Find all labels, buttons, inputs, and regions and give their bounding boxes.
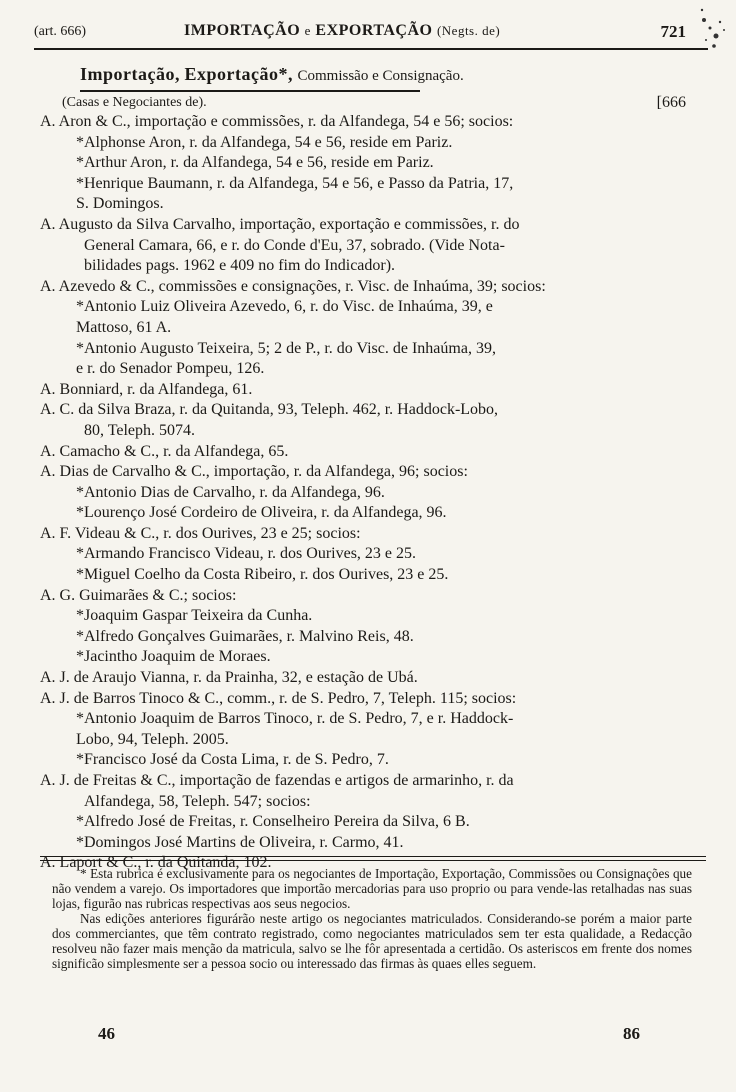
partner-line: *Alfredo José de Freitas, r. Conselheiro Pereira da Silva, 6 B.	[76, 813, 470, 831]
entry-list	[40, 112, 690, 874]
partner-line: e r. do Senador Pompeu, 126.	[76, 360, 265, 378]
directory-entry	[40, 689, 690, 771]
running-title	[184, 22, 500, 40]
partner-line: *Alfredo Gonçalves Guimarães, r. Malvino Reis, 48.	[76, 627, 414, 645]
directory-entry	[40, 215, 690, 277]
directory-entry	[40, 277, 690, 380]
section-title-a: Importação,	[80, 64, 180, 84]
partner-line: Lobo, 94, Teleph. 2005.	[76, 730, 229, 748]
entry-line: 80, Teleph. 5074.	[84, 421, 196, 439]
entry-line: General Camara, 66, e r. do Conde d'Eu, 37, sobrado. (Vide Nota-	[84, 236, 505, 254]
partner-line: *Miguel Coelho da Costa Ribeiro, r. dos Ourives, 23 e 25.	[76, 566, 449, 584]
article-range: [666	[656, 94, 686, 111]
partner-line: *Alphonse Aron, r. da Alfandega, 54 e 56, reside em Pariz.	[76, 133, 453, 151]
entry-line: A. F. Videau & C., r. dos Ourives, 23 e 25; socios:	[40, 524, 361, 542]
entry-line: A. G. Guimarães & C.; socios:	[40, 586, 237, 604]
partner-line: *Henrique Baumann, r. da Alfandega, 54 e 56, e Passo da Patria, 17,	[76, 174, 514, 192]
section-title	[80, 64, 464, 85]
partner-line: Mattoso, 61 A.	[76, 318, 172, 336]
footnote-paragraph-2: Nas edições anteriores figurárão neste artigo os negociantes matriculados. Considerando-se porém a maior parte dos commerciantes, que têm contrato registrado, como negociantes matriculados sem ter esta qualidade, a Redacção resolveu não fazer mais menção da matricula, salvo se lhe fôr apresentada a certidão. Os asteriscos em frente dos nomes significão simplesmente ser a pessoa socio ou interessado das firmas às quaes elles seguem.	[52, 911, 692, 971]
signature-mark-left: 46	[98, 1024, 115, 1043]
entry-line: bilidades pags. 1962 e 409 no fim do Indicador).	[84, 257, 396, 275]
partner-line: *Francisco José da Costa Lima, r. de S. Pedro, 7.	[76, 751, 389, 769]
section-note: (Casas e Negociantes de).	[62, 95, 207, 110]
directory-entry	[40, 400, 690, 441]
running-title-e: e	[304, 23, 311, 38]
header-rule	[34, 48, 708, 50]
entry-line: A. Azevedo & C., commissões e consignações, r. Visc. de Inhaúma, 39; socios:	[40, 277, 546, 295]
running-title-b: EXPORTAÇÃO	[315, 22, 433, 39]
directory-entry	[40, 668, 690, 689]
signature-mark-right: 86	[623, 1024, 640, 1043]
footnote-rule-thin	[40, 860, 706, 861]
entry-line: A. Dias de Carvalho & C., importação, r. da Alfandega, 96; socios:	[40, 463, 468, 481]
entry-line: A. Aron & C., importação e commissões, r. da Alfandega, 54 e 56; socios:	[40, 113, 514, 130]
partner-line: *Arthur Aron, r. da Alfandega, 54 e 56, reside em Pariz.	[76, 154, 434, 172]
partner-line: *Jacintho Joaquim de Moraes.	[76, 648, 271, 666]
partner-line: *Domingos José Martins de Oliveira, r. Carmo, 41.	[76, 833, 404, 851]
footnote-rule	[40, 856, 706, 857]
entry-line: A. J. de Araujo Vianna, r. da Prainha, 32, e estação de Ubá.	[40, 669, 418, 687]
entry-line: A. C. da Silva Braza, r. da Quitanda, 93, Teleph. 462, r. Haddock-Lobo,	[40, 401, 499, 419]
partner-line: *Antonio Dias de Carvalho, r. da Alfandega, 96.	[76, 483, 385, 501]
page-number: 721	[660, 22, 686, 41]
directory-entry	[40, 442, 690, 463]
section-rule	[80, 90, 420, 92]
directory-entry	[40, 462, 690, 524]
running-title-c: (Negts. de)	[436, 23, 501, 38]
entry-line: A. Camacho & C., r. da Alfandega, 65.	[40, 442, 289, 460]
partner-line: *Armando Francisco Videau, r. dos Ourives, 23 e 25.	[76, 545, 417, 563]
print-specks	[696, 0, 736, 60]
entry-line: Alfandega, 58, Teleph. 547; socios:	[84, 792, 311, 810]
partner-line: *Joaquim Gaspar Teixeira da Cunha.	[76, 607, 313, 625]
directory-entry	[40, 380, 690, 401]
footnote	[52, 866, 692, 971]
directory-entry	[40, 112, 690, 215]
section-title-b: Exportação*,	[184, 64, 293, 84]
entry-line: A. J. de Barros Tinoco & C., comm., r. de S. Pedro, 7, Teleph. 115; socios:	[40, 689, 517, 707]
partner-line: *Antonio Joaquim de Barros Tinoco, r. de S. Pedro, 7, e r. Haddock-	[76, 710, 514, 728]
partner-line: *Antonio Augusto Teixeira, 5; 2 de P., r. do Visc. de Inhaúma, 39,	[76, 339, 496, 357]
article-ref: (art. 666)	[34, 24, 87, 39]
partner-line: *Lourenço José Cordeiro de Oliveira, r. da Alfandega, 96.	[76, 504, 447, 522]
directory-entry	[40, 771, 690, 853]
entry-line: A. J. de Freitas & C., importação de fazendas e artigos de armarinho, r. da	[40, 772, 514, 789]
entry-line: A. Augusto da Silva Carvalho, importação, exportação e commissões, r. do	[40, 215, 520, 233]
entry-line: A. Bonniard, r. da Alfandega, 61.	[40, 380, 253, 398]
footnote-paragraph-1: * Esta rubrica é exclusivamente para os negociantes de Importação, Exportação, Commissões ou Consignações que não vendem a varejo. Os importadores que importão mercadorias para uso proprio ou para vende-las retalhadas nas suas lojas, figurão nas rubricas respectivas aos seus negocios.	[52, 866, 692, 911]
entry-line: A. Laport & C., r. da Quitanda, 102.	[40, 854, 272, 872]
running-header	[34, 22, 696, 44]
partner-line: *Antonio Luiz Oliveira Azevedo, 6, r. do Visc. de Inhaúma, 39, e	[76, 298, 493, 316]
section-subtitle: Commissão e Consignação.	[297, 68, 464, 84]
partner-line: S. Domingos.	[76, 195, 164, 213]
directory-entry	[40, 586, 690, 668]
directory-entry	[40, 524, 690, 586]
running-title-a: IMPORTAÇÃO	[184, 22, 301, 39]
